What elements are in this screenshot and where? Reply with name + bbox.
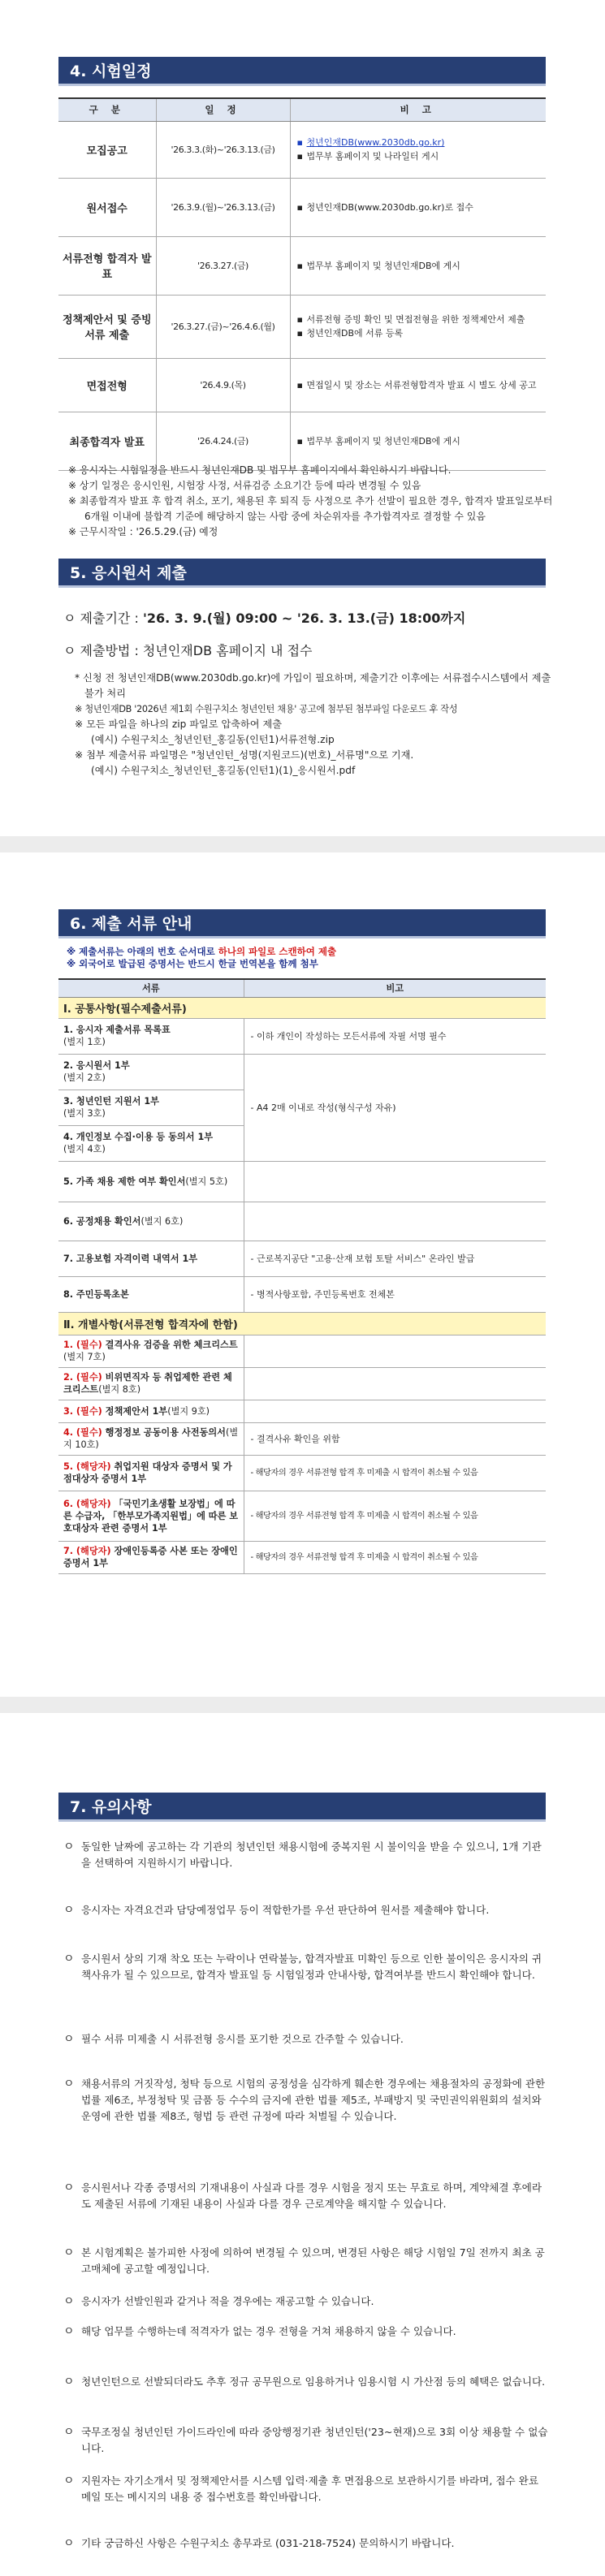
schedule-note-line: ※ 최종합격자 발표 후 합격 취소, 포기, 채용된 후 퇴직 등 사정으로 추가 선발이 필요한 경우, 합격자 발표일로부터 6개월 이내에 불합격 기준에 해당하지 않는 사람 중에 차순위자를 추가합격자로 결정할 수 있음 [68, 495, 553, 522]
document-tag: 7. (해당자) [63, 1546, 111, 1556]
schedule-row-date: '26.3.9.(월)~'26.3.13.(금) [156, 178, 290, 236]
schedule-note: ▪ 청년인재DB에 서류 등록 [297, 326, 540, 340]
caution-item [63, 2374, 551, 2390]
caution-text: 본 시험계획은 불가피한 사정에 의하여 변경될 수 있으며, 변경된 사항은 해당 시험일 7일 전까지 최초 공고매체에 공고할 예정입니다. [81, 2246, 545, 2275]
schedule-row [58, 295, 546, 358]
document-row [58, 1491, 546, 1541]
caution-item [63, 2180, 551, 2212]
schedule-row-name: 면접전형 [58, 358, 156, 412]
document-tag: 6. (해당자) [63, 1498, 111, 1509]
document-row [58, 1202, 546, 1241]
document-tag: 2. (필수) [63, 1372, 102, 1383]
schedule-row-date: '26.3.3.(화)~'26.3.13.(금) [156, 121, 290, 178]
document-title: 3. 청년인턴 지원서 1부 [63, 1096, 159, 1107]
document-name [58, 1491, 244, 1541]
document-row [58, 1367, 546, 1400]
document-remark: - 근로복지공단 "고용·산재 보험 토탈 서비스" 온라인 발급 [244, 1241, 546, 1276]
submission-period [63, 611, 551, 626]
document-title: 취업지원 대상자 증명서 및 가점대상자 증명서 1부 [63, 1461, 232, 1484]
document-title: 장애인등록증 사본 또는 장애인증명서 1부 [63, 1546, 238, 1568]
section-title-schedule: 4. 시험일정 [58, 57, 546, 86]
caution-bullet-icon: ㅇ [63, 2375, 75, 2388]
document-row [58, 1400, 546, 1422]
caution-bullet-icon: ㅇ [63, 1840, 75, 1853]
document-title: 비위면직자 등 취업제한 관련 체크리스트 [63, 1372, 232, 1395]
section-title-documents: 6. 제출 서류 안내 [58, 909, 546, 938]
document-title: 4. 개인정보 수집·이용 등 동의서 1부 [63, 1132, 214, 1142]
caution-bullet-icon: ㅇ [63, 2426, 75, 2439]
caution-item [63, 1951, 551, 1983]
schedule-header-row [58, 98, 546, 121]
document-tag: 3. (필수) [63, 1405, 102, 1417]
caution-text: 국무조정실 청년인턴 가이드라인에 따라 중앙행정기관 청년인턴('23~현재)으로 3회 이상 채용할 수 없습니다. [81, 2426, 548, 2454]
documents-band-common [58, 997, 546, 1018]
documents-band-label: Ⅰ. 공통사항(필수제출서류) [58, 997, 546, 1018]
submission-notes [75, 671, 554, 779]
caution-text: 응시원서나 각종 증명서의 기재내용이 사실과 다를 경우 시험을 정지 또는 무효로 하며, 계약체결 후에라도 제출된 서류에 기재된 내용이 사실과 다를 경우 근로계약을 해지할 수 있습니다. [81, 2181, 542, 2210]
document-row [58, 1241, 546, 1276]
document-form-no: (별지 6호) [140, 1215, 184, 1227]
document-title: 6. 공정채용 확인서 [63, 1215, 141, 1227]
submission-note: ※ 첨부 제출서류 파일명은 "청년인턴_성명(지원코드)(번호)_서류명"으로 기재. [75, 749, 414, 761]
document-form-no: (별지 5호) [185, 1176, 228, 1187]
schedule-row-name: 모집공고 [58, 121, 156, 178]
documents-header-notes [67, 946, 336, 970]
document-form-no: (별지 9호) [167, 1405, 210, 1417]
document-form-no: (별지 3호) [63, 1108, 106, 1119]
caution-text: 필수 서류 미제출 시 서류전형 응시를 포기한 것으로 간주할 수 있습니다. [81, 2033, 404, 2045]
caution-text: 응시자는 자격요건과 담당예정업무 등이 적합한가를 우선 판단하여 원서를 제출해야 합니다. [81, 1904, 490, 1916]
schedule-note: ▪ 청년인재DB(www.2030db.go.kr)로 접수 [297, 201, 540, 214]
document-remark: - 해당자의 경우 서류전형 합격 후 미제출 시 합격이 취소될 수 있음 [244, 1455, 546, 1491]
submission-method: ㅇ 제출방법 : 청년인재DB 홈페이지 내 접수 [63, 643, 313, 658]
schedule-row [58, 178, 546, 236]
schedule-row-date: '26.3.27.(금)~'26.4.6.(월) [156, 295, 290, 358]
document-remark: - 병적사항포함, 주민등록번호 전체본 [244, 1276, 546, 1312]
submission-note: ※ 모든 파일을 하나의 zip 파일로 압축하여 제출 [75, 718, 282, 730]
document-remark [244, 1202, 546, 1241]
document-row [58, 1054, 546, 1090]
schedule-note: ▪ 법무부 홈페이지 및 청년인재DB에 게시 [297, 259, 540, 273]
document-name [58, 1422, 244, 1455]
schedule-note-line: ※ 상기 일정은 응시인원, 시험장 사정, 서류검증 소요기간 등에 따라 변경될 수 있음 [68, 480, 421, 491]
document-tag: 4. (필수) [63, 1427, 102, 1438]
schedule-row-notes [290, 236, 546, 295]
schedule-row-date: '26.4.9.(목) [156, 358, 290, 412]
document-row [58, 1455, 546, 1491]
page-3 [0, 1713, 605, 2576]
document-row [58, 1161, 546, 1202]
document-form-no: (별지 10호) [63, 1427, 239, 1450]
caution-bullet-icon: ㅇ [63, 2246, 75, 2259]
caution-bullet-icon: ㅇ [63, 2537, 75, 2550]
caution-item [63, 1839, 551, 1871]
caution-text: 응시자가 선발인원과 같거나 적을 경우에는 재공고할 수 있습니다. [81, 2295, 374, 2307]
documents-note-2: ※ 외국어로 발급된 증명서는 반드시 한글 번역본을 함께 첨부 [67, 958, 318, 969]
schedule-header-date: 일 정 [156, 98, 290, 121]
document-row [58, 1541, 546, 1573]
schedule-header-category: 구 분 [58, 98, 156, 121]
documents-band-individual [58, 1312, 546, 1335]
document-name [58, 1161, 244, 1202]
caution-text: 기타 궁금하신 사항은 수원구치소 총무과로 (031-218-7524) 문의하시기 바랍니다. [81, 2537, 455, 2549]
document-remark: - 해당자의 경우 서류전형 합격 후 미제출 시 합격이 취소될 수 있음 [244, 1491, 546, 1541]
job-db-link[interactable]: ▪ 청년인재DB(www.2030db.go.kr) [297, 136, 540, 149]
document-title: 결격사유 검증을 위한 체크리스트 [102, 1340, 238, 1350]
document-remark [244, 1335, 546, 1367]
caution-item [63, 2424, 551, 2457]
submission-note: (예시) 수원구치소_청년인턴_홍길동(인턴1)서류전형.zip [91, 734, 335, 745]
schedule-note: ▪ 법무부 홈페이지 및 나라일터 게시 [297, 149, 540, 163]
section-title-application: 5. 응시원서 제출 [58, 559, 546, 588]
schedule-row-name: 원서접수 [58, 178, 156, 236]
document-title: 행정정보 공동이용 사전동의서 [102, 1427, 226, 1438]
document-remark: - 해당자의 경우 서류전형 합격 후 미제출 시 합격이 취소될 수 있음 [244, 1541, 546, 1573]
schedule-note: ▪ 법무부 홈페이지 및 청년인재DB에 게시 [297, 434, 540, 448]
schedule-row [58, 236, 546, 295]
document-row [58, 1335, 546, 1367]
document-name: 8. 주민등록초본 [58, 1276, 244, 1312]
schedule-row-notes [290, 358, 546, 412]
schedule-notes [68, 463, 555, 540]
document-row [58, 1276, 546, 1312]
document-name [58, 1054, 244, 1090]
caution-item [63, 2535, 551, 2552]
caution-bullet-icon: ㅇ [63, 2325, 75, 2338]
caution-item [63, 2076, 551, 2125]
document-name [58, 1541, 244, 1573]
schedule-row [58, 358, 546, 412]
schedule-row [58, 121, 546, 178]
submission-note: * 신청 전 청년인재DB(www.2030db.go.kr)에 가입이 필요하며, 제출기간 이후에는 서류접수시스템에서 제출 불가 처리 [75, 672, 551, 699]
documents-note-1 [67, 946, 336, 958]
document-row [58, 1422, 546, 1455]
submission-note: (예시) 수원구치소_청년인턴_홍길동(인턴1)(1)_응시원서.pdf [91, 765, 356, 776]
page-2 [0, 852, 605, 1697]
caution-bullet-icon: ㅇ [63, 2475, 75, 2488]
document-title: 정책제안서 1부 [102, 1405, 168, 1417]
schedule-row-name: 최종합격자 발표 [58, 412, 156, 470]
submission-note: ※ 청년인재DB '2026년 제1회 수원구치소 청년인턴 채용' 공고에 첨부된 첨부파일 다운로드 후 작성 [75, 704, 458, 714]
submission-period-label: ㅇ 제출기간 : [63, 611, 143, 626]
schedule-note: ▪ 면접일시 및 장소는 서류전형합격자 발표 시 별도 상세 공고 [297, 378, 540, 392]
caution-item [63, 2245, 551, 2277]
document-remark: - 결격사유 확인을 위함 [244, 1422, 546, 1455]
document-title: 2. 응시원서 1부 [63, 1060, 130, 1071]
schedule-row-name: 정책제안서 및 증빙서류 제출 [58, 295, 156, 358]
caution-bullet-icon: ㅇ [63, 2181, 75, 2194]
caution-item [63, 2031, 551, 2047]
schedule-row [58, 412, 546, 470]
caution-text: 채용서류의 거짓작성, 청탁 등으로 시험의 공정성을 심각하게 훼손한 경우에는 채용절차의 공정화에 관한 법률 제6조, 부정청탁 및 금품 등 수수의 금지에 관한 법률 제5조, 부패방지 및 국민권익위원회의 설치와 운영에 관한 법률 제8조, 형법 등 관련 규정에 따라 처벌될 수 있습니다. [81, 2078, 546, 2122]
schedule-row-notes [290, 295, 546, 358]
documents-note-1-text: ※ 제출서류는 아래의 번호 순서대로 [67, 946, 218, 957]
submission-period-value: '26. 3. 9.(월) 09:00 ~ '26. 3. 13.(금) 18:00까지 [142, 611, 466, 626]
schedule-row-date: '26.3.27.(금) [156, 236, 290, 295]
caution-item [63, 2293, 551, 2310]
document-form-no: (별지 1호) [63, 1037, 106, 1047]
document-form-no: (별지 8호) [98, 1384, 141, 1395]
document-remark [244, 1400, 546, 1422]
caution-text: 청년인턴으로 선발되더라도 추후 정규 공무원으로 임용하거나 임용시험 시 가산점 등의 혜택은 없습니다. [81, 2375, 546, 2388]
documents-header-remark: 비고 [244, 979, 546, 997]
caution-bullet-icon: ㅇ [63, 2295, 75, 2308]
document-remark: - A4 2매 이내로 작성(형식구성 자유) [244, 1054, 546, 1161]
schedule-row-name: 서류전형 합격자 발표 [58, 236, 156, 295]
document-name [58, 1367, 244, 1400]
document-title: 1. 응시자 제출서류 목록표 [63, 1025, 171, 1035]
document-remark [244, 1161, 546, 1202]
caution-text: 응시원서 상의 기재 착오 또는 누락이나 연락불능, 합격자발표 미확인 등으로 인한 불이익은 응시자의 귀책사유가 될 수 있으므로, 합격자 발표일 등 시험일정과 안내사항, 합격여부를 반드시 확인해야 합니다. [81, 1952, 542, 1981]
schedule-note: ▪ 서류전형 증빙 확인 및 면접전형을 위한 정책제안서 제출 [297, 313, 540, 326]
document-form-no: (별지 7호) [63, 1352, 106, 1362]
schedule-header-remarks: 비 고 [290, 98, 546, 121]
document-title: 「국민기초생활 보장법」에 따른 수급자, 「한부모가족지원법」에 따른 보호대상자 관련 증명서 1부 [63, 1498, 239, 1534]
document-form-no: (별지 2호) [63, 1072, 106, 1083]
documents-header-doc: 서류 [58, 979, 244, 997]
schedule-row-notes [290, 178, 546, 236]
document-remark: - 이하 개인이 작성하는 모든서류에 자필 서명 필수 [244, 1018, 546, 1054]
section-title-cautions: 7. 유의사항 [58, 1793, 546, 1822]
schedule-row-date: '26.4.24.(금) [156, 412, 290, 470]
document-tag: 1. (필수) [63, 1340, 102, 1350]
document-name [58, 1090, 244, 1125]
document-name [58, 1455, 244, 1491]
documents-header-row [58, 979, 546, 997]
documents-note-1-highlight: 하나의 파일로 스캔하여 제출 [218, 946, 337, 957]
caution-item [63, 1902, 551, 1918]
caution-bullet-icon: ㅇ [63, 1904, 75, 1917]
caution-text: 동일한 날짜에 공고하는 각 기관의 청년인턴 채용시험에 중복지원 시 불이익을 받을 수 있으니, 1개 기관을 선택하여 지원하시기 바랍니다. [81, 1840, 542, 1869]
page-1 [0, 0, 605, 836]
document-name [58, 1125, 244, 1161]
document-remark [244, 1367, 546, 1400]
caution-text: 지원자는 자기소개서 및 정책제안서를 시스템 입력·제출 후 면접용으로 보관하시기를 바라며, 접수 완료 메일 또는 메시지의 내용 중 접수번호를 확인바랍니다. [81, 2475, 538, 2503]
document-name [58, 1335, 244, 1367]
schedule-row-notes [290, 412, 546, 470]
caution-item [63, 2324, 551, 2340]
documents-band-label: Ⅱ. 개별사항(서류전형 합격자에 한함) [58, 1312, 546, 1335]
document-form-no: (별지 4호) [63, 1144, 106, 1154]
documents-table [58, 978, 546, 1574]
caution-text: 해당 업무를 수행하는데 적격자가 없는 경우 전형을 거쳐 채용하지 않을 수 있습니다. [81, 2325, 456, 2337]
document-name: 7. 고용보험 자격이력 내역서 1부 [58, 1241, 244, 1276]
caution-bullet-icon: ㅇ [63, 2078, 75, 2091]
schedule-note-line: ※ 응시자는 시험일정을 반드시 청년인재DB 및 법무부 홈페이지에서 확인하시기 바랍니다. [68, 464, 452, 476]
caution-item [63, 2473, 551, 2505]
document-name [58, 1202, 244, 1241]
document-name [58, 1400, 244, 1422]
schedule-note-line: ※ 근무시작일 : '26.5.29.(금) 예정 [68, 526, 218, 537]
document-name [58, 1018, 244, 1054]
caution-bullet-icon: ㅇ [63, 1952, 75, 1965]
document-title: 5. 가족 채용 제한 여부 확인서 [63, 1176, 186, 1187]
schedule-row-notes [290, 121, 546, 178]
document-tag: 5. (해당자) [63, 1461, 111, 1472]
schedule-table [58, 97, 546, 471]
caution-bullet-icon: ㅇ [63, 2033, 75, 2046]
document-row [58, 1018, 546, 1054]
